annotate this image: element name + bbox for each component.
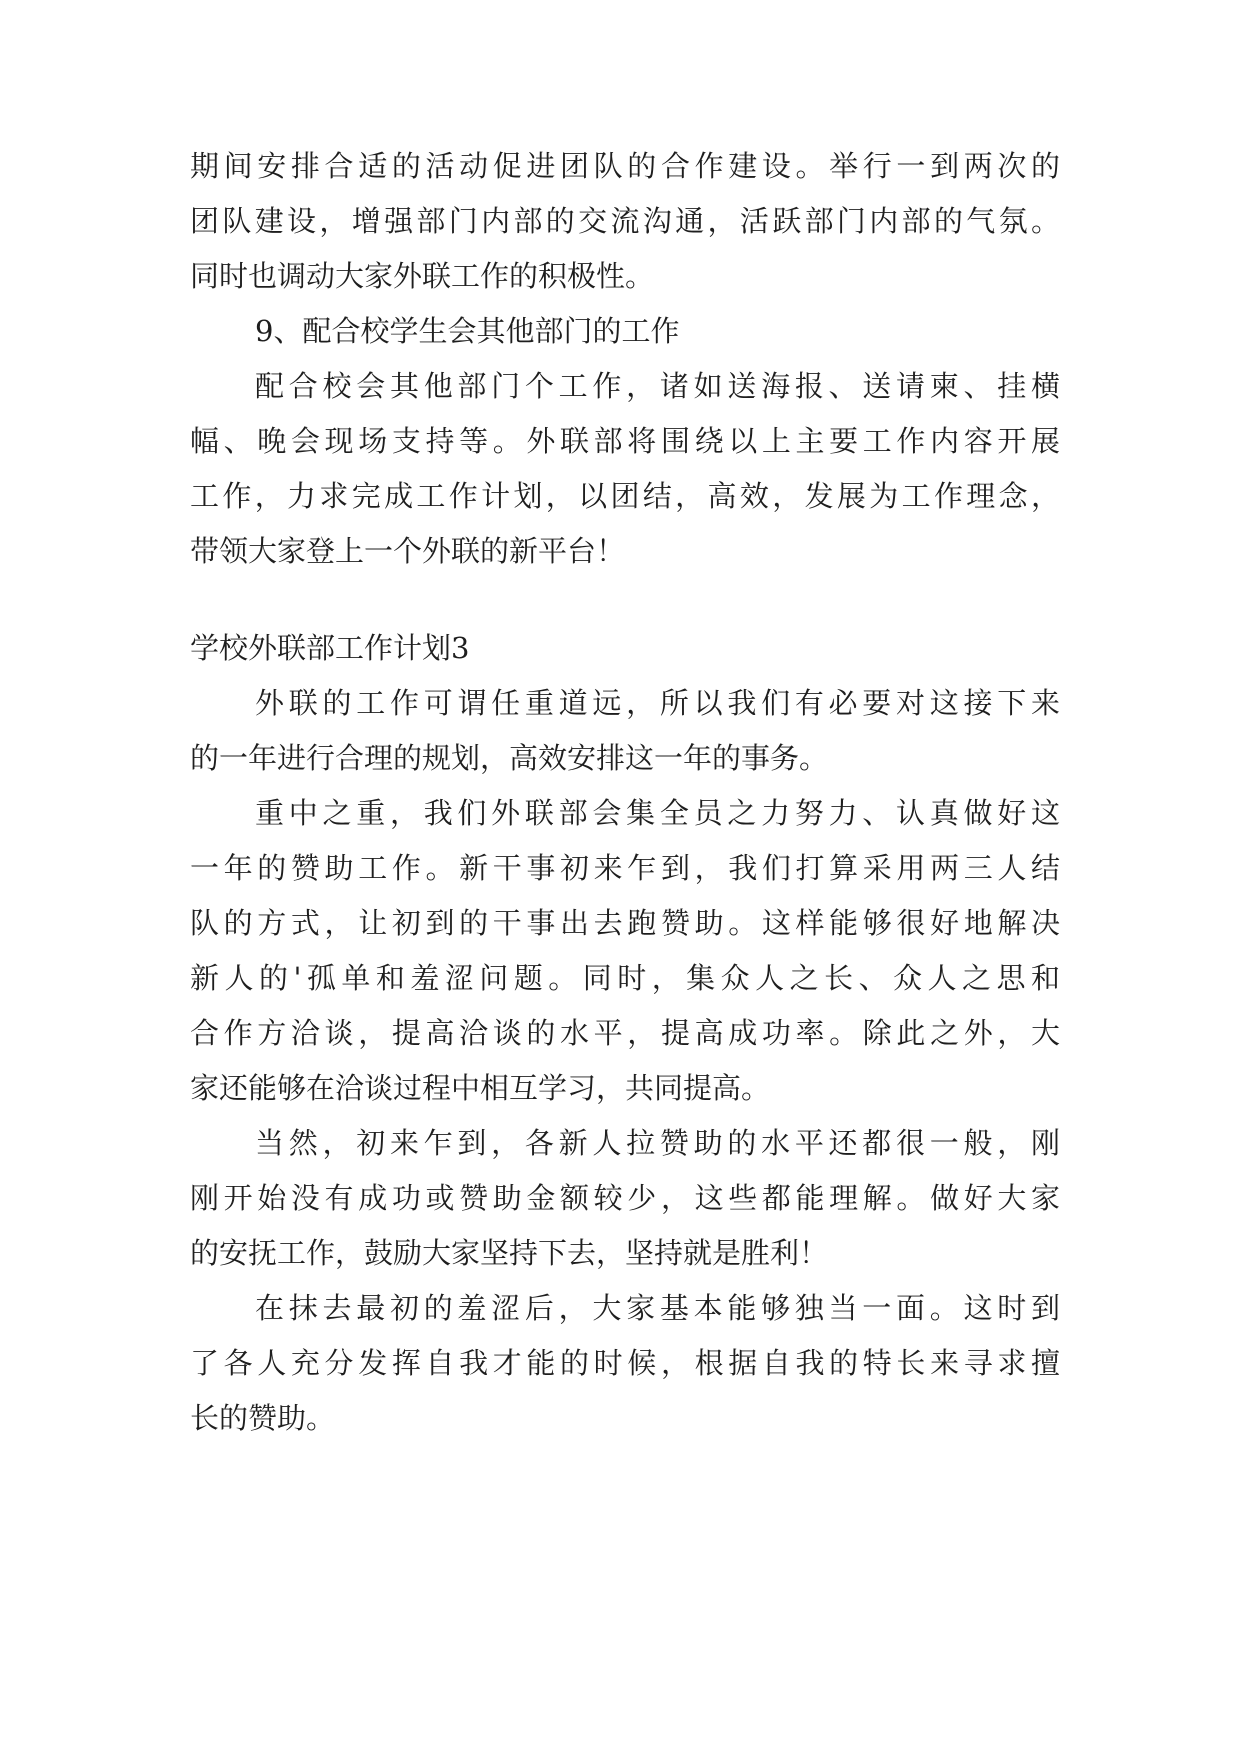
paragraph-line: 当然，初来乍到，各新人拉赞助的水平还都很一般，刚 [255,1126,1060,1160]
paragraph-line: 团队建设，增强部门内部的交流沟通，活跃部门内部的气氛。 [190,204,1060,238]
paragraph-line: 幅、晚会现场支持等。外联部将围绕以上主要工作内容开展 [190,424,1060,458]
list-item-heading: 9、配合校学生会其他部门的工作 [255,314,680,348]
paragraph-line: 的一年进行合理的规划，高效安排这一年的事务。 [190,741,829,775]
paragraph-line: 一年的赞助工作。新干事初来乍到，我们打算采用两三人结 [190,851,1060,885]
paragraph-line: 工作，力求完成工作计划，以团结，高效，发展为工作理念， [190,479,1060,513]
paragraph-line: 重中之重，我们外联部会集全员之力努力、认真做好这 [255,796,1060,830]
paragraph-line: 同时也调动大家外联工作的积极性。 [190,259,655,293]
paragraph-line: 长的赞助。 [190,1401,336,1435]
paragraph-line: 新人的'孤单和羞涩问题。同时，集众人之长、众人之思和 [190,961,1060,995]
paragraph-line: 期间安排合适的活动促进团队的合作建设。举行一到两次的 [190,149,1060,183]
paragraph-line: 配合校会其他部门个工作，诸如送海报、送请柬、挂横 [255,369,1060,403]
paragraph-line: 家还能够在洽谈过程中相互学习，共同提高。 [190,1071,771,1105]
paragraph-line: 队的方式，让初到的干事出去跑赞助。这样能够很好地解决 [190,906,1060,940]
paragraph-line: 在抹去最初的羞涩后，大家基本能够独当一面。这时到 [255,1291,1060,1325]
paragraph-line: 带领大家登上一个外联的新平台！ [190,534,626,568]
paragraph-line: 合作方洽谈，提高洽谈的水平，提高成功率。除此之外，大 [190,1016,1060,1050]
paragraph-line: 刚开始没有成功或赞助金额较少，这些都能理解。做好大家 [190,1181,1060,1215]
paragraph-line: 外联的工作可谓任重道远，所以我们有必要对这接下来 [255,686,1060,720]
section-heading: 学校外联部工作计划3 [190,631,470,665]
paragraph-line: 了各人充分发挥自我才能的时候，根据自我的特长来寻求擅 [190,1346,1060,1380]
paragraph-line: 的安抚工作，鼓励大家坚持下去，坚持就是胜利！ [190,1236,829,1270]
